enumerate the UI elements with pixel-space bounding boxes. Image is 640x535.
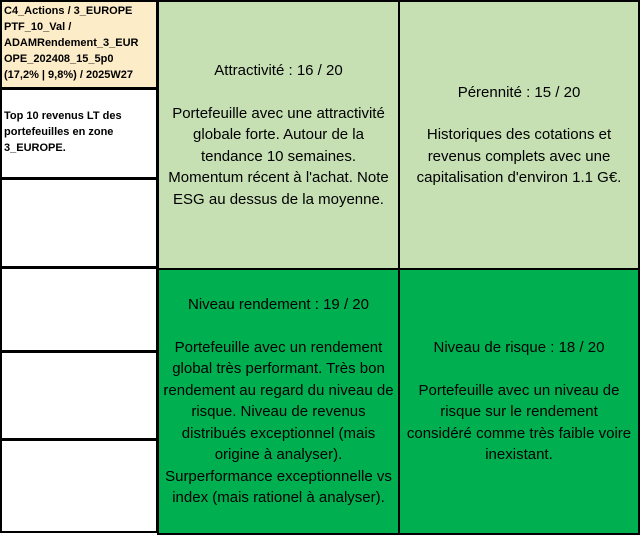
portfolio-description: Top 10 revenus LT des portefeuilles en zone 3_EUROPE. <box>4 110 122 154</box>
attractivite-body: Portefeuille avec une attractivité globale forte. Autour de la tendance 10 semaines. Momentum récent à l'achat. Note ESG au dessus de la moyenne. <box>168 104 389 208</box>
rendement-cell <box>157 268 400 535</box>
empty-cell <box>0 351 158 440</box>
empty-cell <box>0 178 158 268</box>
rendement-title: Niveau rendement : 19 / 20 <box>188 296 369 314</box>
perennite-cell <box>398 0 640 270</box>
perennite-title: Pérennité : 15 / 20 <box>457 83 581 101</box>
header-line: PTF_10_Val / <box>4 21 72 33</box>
header-line: C4_Actions / 3_EUROPE <box>4 5 133 17</box>
attractivite-title: Attractivité : 16 / 20 <box>214 62 343 79</box>
rendement-body: Portefeuille avec un rendement global très performant. Très bon rendement au regard du niveau de risque. Niveau de revenus distribués exceptionnel (mais origine à analyser). Surperformance exceptionnelle vs index (mais rationel à analyser). <box>163 338 394 507</box>
empty-cell <box>0 439 158 533</box>
header-line: (17,2% | 9,8%) / 2025W27 <box>4 69 134 81</box>
attractivite-cell <box>157 0 400 270</box>
empty-cell <box>0 267 158 352</box>
risque-cell <box>398 268 640 535</box>
header-line: OPE_202408_15_5p0 <box>4 53 114 65</box>
portfolio-description-cell <box>0 88 158 179</box>
perennite-body: Historiques des cotations et revenus complets avec une capitalisation d'environ 1.1 G€. <box>416 126 622 186</box>
risque-title: Niveau de risque : 18 / 20 <box>433 339 605 357</box>
risque-body: Portefeuille avec un niveau de risque sur le rendement considéré comme très faible voire inexistant. <box>406 381 632 464</box>
portfolio-header-cell <box>0 0 158 89</box>
header-line: ADAMRendement_3_EUR <box>4 37 139 49</box>
